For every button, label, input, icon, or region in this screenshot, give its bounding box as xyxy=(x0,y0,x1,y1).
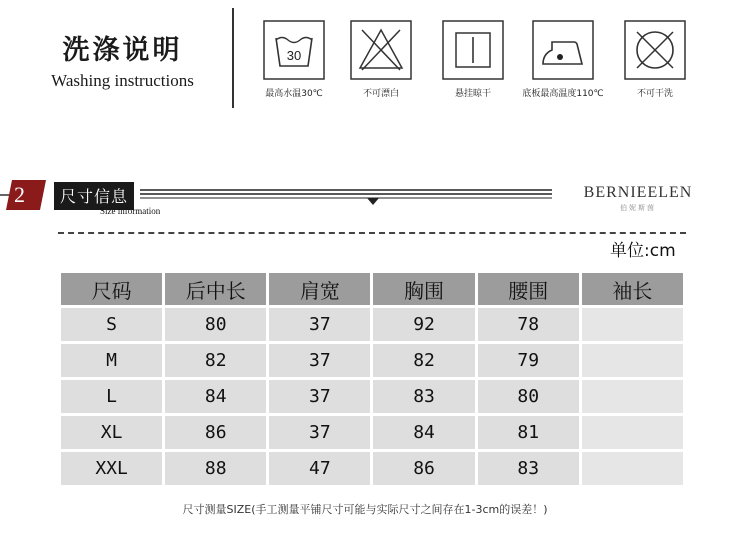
cell-size: XL xyxy=(61,416,162,449)
section-subtitle: Size information xyxy=(100,206,161,216)
section-rule-lines xyxy=(140,186,552,208)
care-item-wash xyxy=(249,20,339,99)
cell-sleeve xyxy=(582,380,683,413)
cell-shoulder: 37 xyxy=(269,344,370,377)
header-waist: 腰围 xyxy=(478,273,579,305)
table-header-row xyxy=(61,273,683,305)
measurement-footnote: 尺寸测量SIZE(手工测量平铺尺寸可能与实际尺寸之间存在1-3cm的误差！) xyxy=(182,503,548,516)
cell-chest: 83 xyxy=(373,380,474,413)
washing-title-cn: 洗涤说明 xyxy=(62,35,183,66)
washing-title-en: Washing instructions xyxy=(51,71,194,90)
cell-waist: 81 xyxy=(478,416,579,449)
care-label-dryclean: 不可干洗 xyxy=(636,89,673,99)
table-row xyxy=(61,452,683,485)
washing-title xyxy=(30,28,215,91)
iron-medium-icon xyxy=(532,20,594,80)
care-item-iron xyxy=(518,20,608,99)
table-row xyxy=(61,308,683,341)
cell-waist: 78 xyxy=(478,308,579,341)
care-label-bleach: 不可漂白 xyxy=(362,89,399,99)
cell-chest: 86 xyxy=(373,452,474,485)
unit-label: 单位:cm xyxy=(610,241,676,261)
care-item-dryclean xyxy=(610,20,700,99)
cell-waist: 83 xyxy=(478,452,579,485)
table-row xyxy=(61,380,683,413)
cell-size: L xyxy=(61,380,162,413)
cell-back-length: 84 xyxy=(165,380,266,413)
table-row xyxy=(61,416,683,449)
wash-temp-text: 30 xyxy=(286,48,302,63)
cell-shoulder: 37 xyxy=(269,380,370,413)
cell-back-length: 86 xyxy=(165,416,266,449)
no-dry-clean-icon xyxy=(624,20,686,80)
dashed-divider xyxy=(58,232,686,234)
header-sleeve: 袖长 xyxy=(582,273,683,305)
header-shoulder: 肩宽 xyxy=(269,273,370,305)
brand-logo xyxy=(558,184,718,213)
no-bleach-icon xyxy=(350,20,412,80)
care-label-iron: 底板最高温度110℃ xyxy=(522,89,604,99)
header-back-length: 后中长 xyxy=(165,273,266,305)
cell-chest: 82 xyxy=(373,344,474,377)
care-label-wash: 最高水温30℃ xyxy=(265,89,323,99)
cell-shoulder: 37 xyxy=(269,416,370,449)
cell-size: XXL xyxy=(61,452,162,485)
cell-size: M xyxy=(61,344,162,377)
care-label-dry: 悬挂晾干 xyxy=(454,89,491,99)
cell-sleeve xyxy=(582,452,683,485)
table-row xyxy=(61,344,683,377)
cell-waist: 79 xyxy=(478,344,579,377)
cell-size: S xyxy=(61,308,162,341)
section-number-badge xyxy=(0,180,46,210)
cell-chest: 84 xyxy=(373,416,474,449)
header-chest: 胸围 xyxy=(373,273,474,305)
cell-shoulder: 47 xyxy=(269,452,370,485)
section-title: 尺寸信息 xyxy=(54,182,134,210)
header-size: 尺码 xyxy=(61,273,162,305)
cell-chest: 92 xyxy=(373,308,474,341)
wash-30-icon xyxy=(263,20,325,80)
washing-divider xyxy=(232,8,234,108)
cell-sleeve xyxy=(582,308,683,341)
size-table xyxy=(58,270,686,488)
cell-waist: 80 xyxy=(478,380,579,413)
brand-subname: 伯妮斯茵 xyxy=(620,204,656,212)
care-item-bleach xyxy=(336,20,426,99)
brand-name: BERNIEELEN xyxy=(583,184,693,201)
hang-dry-icon xyxy=(442,20,504,80)
cell-back-length: 82 xyxy=(165,344,266,377)
care-item-dry xyxy=(428,20,518,99)
cell-sleeve xyxy=(582,344,683,377)
cell-back-length: 88 xyxy=(165,452,266,485)
cell-shoulder: 37 xyxy=(269,308,370,341)
section-number: 2 xyxy=(14,182,25,207)
cell-back-length: 80 xyxy=(165,308,266,341)
cell-sleeve xyxy=(582,416,683,449)
